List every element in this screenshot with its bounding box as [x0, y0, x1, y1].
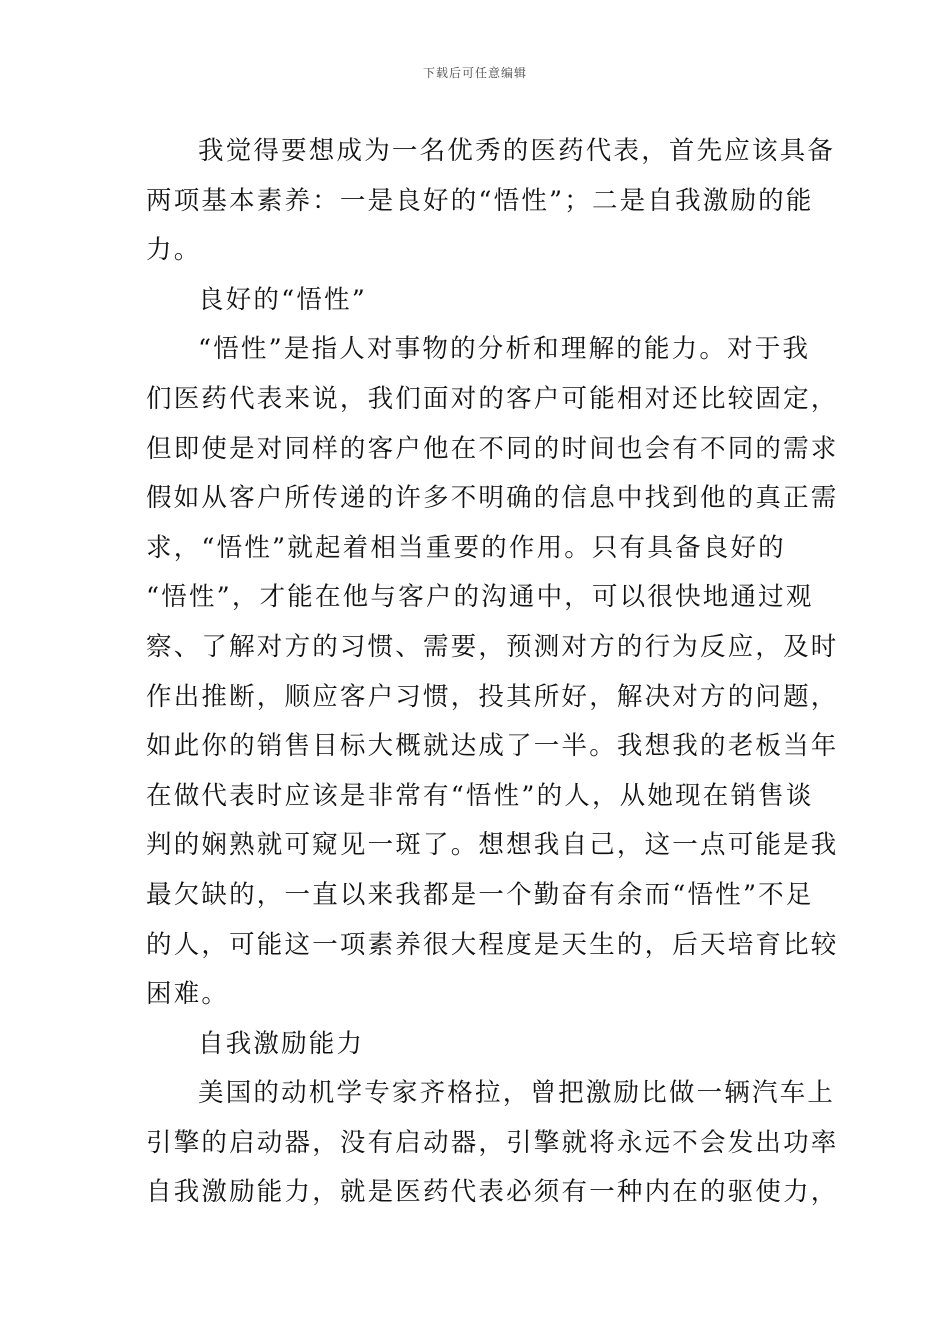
- text-line: 困难。: [146, 979, 230, 1010]
- document-body: [146, 127, 839, 1218]
- section-heading-motivation: [146, 1020, 810, 1070]
- text-line: 两项基本素养：一是良好的“悟性”；二是自我激励的能: [146, 185, 814, 216]
- section-heading: 自我激励能力: [198, 1028, 365, 1059]
- paragraph-motivation: [146, 1069, 839, 1218]
- text-line: 最欠缺的，一直以来我都是一个勤奋有余而“悟性”不足: [146, 879, 814, 910]
- text-line: 如此你的销售目标大概就达成了一半。我想我的老板当年: [146, 731, 839, 762]
- text-line: 假如从客户所传递的许多不明确的信息中找到他的真正需: [146, 483, 839, 514]
- text-line: 察、了解对方的习惯、需要，预测对方的行为反应，及时: [146, 631, 839, 662]
- text-line: 自我激励能力，就是医药代表必须有一种内在的驱使力，: [146, 1177, 839, 1208]
- text-line: 引擎的启动器，没有启动器，引擎就将永远不会发出功率: [146, 1127, 839, 1158]
- paragraph-intro: [146, 127, 836, 276]
- section-heading-wuxing: [146, 276, 810, 326]
- text-line: “悟性”是指人对事物的分析和理解的能力。对于我: [198, 334, 811, 365]
- text-line: 求，“悟性”就起着相当重要的作用。只有具备良好的: [146, 532, 786, 563]
- text-line: 作出推断，顺应客户习惯，投其所好，解决对方的问题，: [146, 681, 839, 712]
- text-line: 但即使是对同样的客户他在不同的时间也会有不同的需求: [146, 433, 839, 464]
- text-line: 美国的动机学专家齐格拉，曾把激励比做一辆汽车上: [198, 1078, 836, 1109]
- page-header: 下载后可任意编辑: [422, 66, 527, 80]
- text-line: 们医药代表来说，我们面对的客户可能相对还比较固定，: [146, 383, 839, 414]
- text-line: 在做代表时应该是非常有“悟性”的人，从她现在销售谈: [146, 780, 814, 811]
- paragraph-wuxing: [146, 325, 839, 1019]
- section-heading: 良好的“悟性”: [198, 284, 367, 315]
- text-line: 判的娴熟就可窥见一斑了。想想我自己，这一点可能是我: [146, 830, 839, 861]
- text-line: 我觉得要想成为一名优秀的医药代表，首先应该具备: [198, 136, 836, 166]
- text-line: 力。: [146, 235, 202, 266]
- text-line: 的人，可能这一项素养很大程度是天生的，后天培育比较: [146, 929, 839, 960]
- text-line: “悟性”，才能在他与客户的沟通中，可以很快地通过观: [146, 582, 814, 613]
